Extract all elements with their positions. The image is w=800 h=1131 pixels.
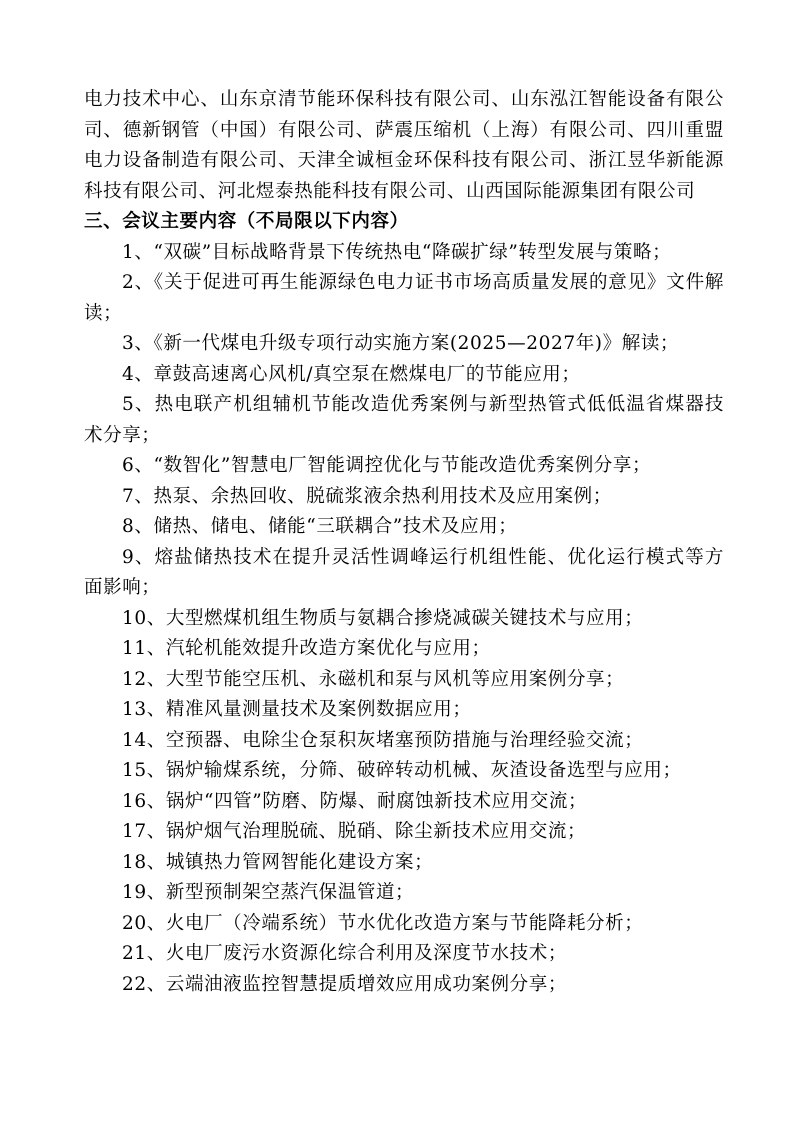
list-item: 10、大型燃煤机组生物质与氨耦合掺烧减碳关键技术与应用；: [122, 607, 644, 629]
list-item: 12、大型节能空压机、永磁机和泵与风机等应用案例分享；: [122, 668, 625, 690]
list-item: 15、锅炉输煤系统，分筛、破碎转动机械、灰渣设备选型与应用；: [122, 760, 682, 781]
list-item: 7、热泵、余热回收、脱硫浆液余热利用技术及应用案例；: [122, 485, 612, 507]
list-item: 14、空预器、电除尘仓泵积灰堵塞预防措施与治理经验交流；: [122, 729, 644, 751]
list-item: 1、“双碳”目标战略背景下传统热电“降碳扩绿”转型发展与策略；: [122, 241, 672, 263]
list-item: 22、云端油液监控智慧提质增效应用成功案例分享；: [122, 973, 567, 995]
section-heading: 三、会议主要内容（不局限以下内容）: [84, 211, 409, 232]
list-item: 19、新型预制架空蒸汽保温管道；: [122, 882, 415, 903]
list-item: 20、火电厂（冷端系统）节水优化改造方案与节能降耗分析；: [122, 912, 644, 934]
companies-paragraph: 电力技术中心、山东京清节能环保科技有限公司、山东泓江智能设备有限公司、德新钢管（中国）有限公司、萨震压缩机（上海）有限公司、四川重盟电力设备制造有限公司、天津全诚桓金环保科技有限公司、浙江昱华新能源科技有限公司、河北煜泰热能科技有限公司、山西国际能源集团有限公司: [84, 89, 724, 202]
list-item: 21、火电厂废污水资源化综合利用及深度节水技术；: [122, 943, 567, 964]
list-item: 4、章鼓高速离心风机/真空泵在燃煤电厂的节能应用；: [122, 363, 581, 385]
list-item: 16、锅炉“四管”防磨、防爆、耐腐蚀新技术应用交流；: [122, 790, 588, 812]
list-item: 8、储热、储电、储能“三联耦合”技术及应用；: [122, 516, 518, 537]
list-item: 2、《关于促进可再生能源绿色电力证书市场高质量发展的意见》文件解读；: [84, 272, 724, 324]
list-item: 17、锅炉烟气治理脱硫、脱硝、除尘新技术应用交流；: [122, 821, 587, 842]
document-body: [84, 85, 724, 1000]
list-item: 6、“数智化”智慧电厂智能调控优化与节能改造优秀案例分享；: [122, 455, 652, 476]
list-item: 18、城镇热力管网智能化建设方案；: [122, 851, 434, 873]
list-item: 3、《新一代煤电升级专项行动实施方案(2025—2027年)》解读；: [122, 333, 680, 354]
list-item: 11、汽轮机能效提升改造方案优化与应用；: [122, 638, 491, 659]
list-item: 9、熔盐储热技术在提升灵活性调峰运行机组性能、优化运行模式等方面影响；: [84, 546, 724, 598]
list-item: 5、热电联产机组辅机节能改造优秀案例与新型热管式低低温省煤器技术分享；: [84, 394, 724, 446]
list-item: 13、精准风量测量技术及案例数据应用；: [122, 699, 472, 720]
